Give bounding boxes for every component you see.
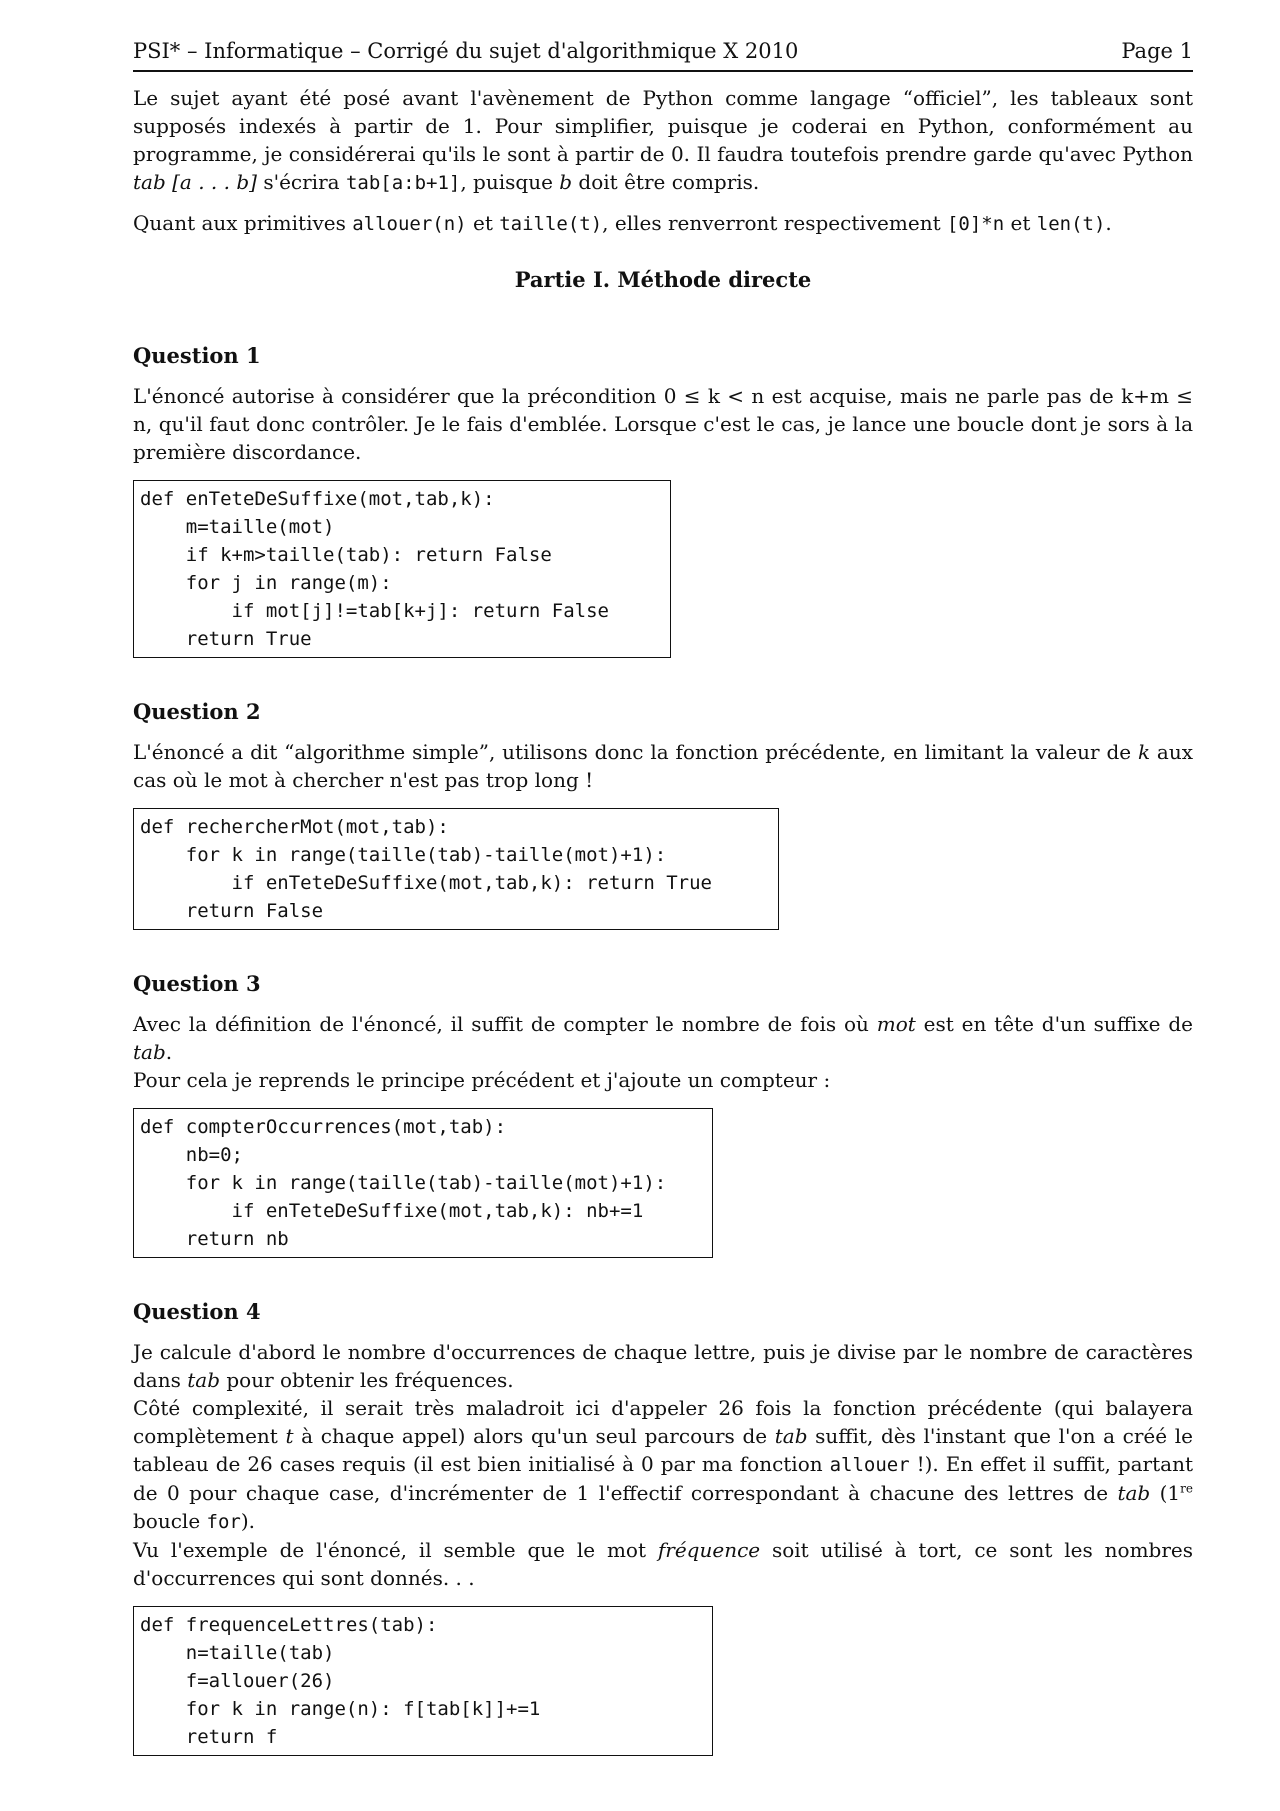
code-line: n=taille(tab) bbox=[140, 1642, 335, 1664]
code-line: for k in range(taille(tab)-taille(mot)+1): bbox=[140, 844, 667, 866]
code-line: return nb bbox=[140, 1228, 289, 1250]
question-3-text-2: Pour cela je reprends le principe précédent et j'ajoute un compteur : bbox=[133, 1068, 831, 1092]
intro-paragraph-1: Le sujet ayant été posé avant l'avènement de Python comme langage “officiel”, les tableaux sont supposés indexés à partir de 1. Pour simplifier, puisque je coderai en Python, conformément au programme, je considérerai qu'ils le sont à partir de 0. Il faudra toutefois prendre garde qu'avec Python tab [a . . . b] s'écrira tab[a:b+1], puisque b doit être compris. bbox=[133, 86, 1193, 194]
code-line: if enTeteDeSuffixe(mot,tab,k): return True bbox=[140, 872, 712, 894]
question-3-title: Question 3 bbox=[133, 971, 261, 996]
question-3-text: Avec la définition de l'énoncé, il suffit de compter le nombre de fois où mot est en tête d'un suffixe de tab. bbox=[133, 1012, 1193, 1064]
question-1-text: L'énoncé autorise à considérer que la précondition 0 ≤ k < n est acquise, mais ne parle pas de k+m ≤ n, qu'il faut donc contrôler. Je le fais d'emblée. Lorsque c'est le cas, je lance une boucle dont je sors à la première discordance. bbox=[133, 384, 1193, 464]
page-header bbox=[133, 36, 1193, 72]
code-line: if mot[j]!=tab[k+j]: return False bbox=[140, 600, 609, 622]
question-1-title: Question 1 bbox=[133, 343, 261, 368]
header-title: PSI* – Informatique – Corrigé du sujet d'algorithmique X 2010 bbox=[133, 39, 799, 63]
code-line: def compterOccurrences(mot,tab): bbox=[140, 1116, 507, 1138]
code-line: return True bbox=[140, 628, 312, 650]
question-2-title: Question 2 bbox=[133, 699, 261, 724]
code-line: for j in range(m): bbox=[140, 572, 392, 594]
code-line: return False bbox=[140, 900, 324, 922]
intro-paragraph-2: Quant aux primitives allouer(n) et taille(t), elles renverront respectivement [0]*n et len(t). bbox=[133, 211, 1112, 235]
code-block-compteroccurrences bbox=[133, 1108, 713, 1258]
code-block-recherchermot bbox=[133, 808, 779, 930]
code-line: f=allouer(26) bbox=[140, 1670, 335, 1692]
document-page bbox=[133, 36, 1193, 1756]
question-4-title: Question 4 bbox=[133, 1299, 261, 1324]
code-line: def frequenceLettres(tab): bbox=[140, 1614, 438, 1636]
page-number: Page 1 bbox=[1121, 39, 1193, 63]
code-line: if enTeteDeSuffixe(mot,tab,k): nb+=1 bbox=[140, 1200, 644, 1222]
part-title: Partie I. Méthode directe bbox=[514, 267, 812, 292]
question-4-text-3: Vu l'exemple de l'énoncé, il semble que le mot fréquence soit utilisé à tort, ce sont les nombres d'occurrences qui sont donnés. . . bbox=[133, 1538, 1193, 1590]
code-line: if k+m>taille(tab): return False bbox=[140, 544, 552, 566]
code-line: m=taille(mot) bbox=[140, 516, 335, 538]
code-line: nb=0; bbox=[140, 1144, 243, 1166]
code-line: return f bbox=[140, 1726, 278, 1748]
code-block-frequencelettres bbox=[133, 1606, 713, 1756]
code-line: for k in range(n): f[tab[k]]+=1 bbox=[140, 1698, 541, 1720]
code-line: def rechercherMot(mot,tab): bbox=[140, 816, 449, 838]
question-4-text-1: Je calcule d'abord le nombre d'occurrences de chaque lettre, puis je divise par le nombre de caractères dans tab pour obtenir les fréquences. bbox=[133, 1340, 1193, 1392]
code-line: def enTeteDeSuffixe(mot,tab,k): bbox=[140, 488, 495, 510]
question-2-text: L'énoncé a dit “algorithme simple”, utilisons donc la fonction précédente, en limitant la valeur de k aux cas où le mot à chercher n'est pas trop long ! bbox=[133, 740, 1193, 792]
code-block-entetedesuffixe bbox=[133, 480, 671, 658]
question-4-text-2: Côté complexité, il serait très maladroit ici d'appeler 26 fois la fonction précédente (qui balayera complètement t à chaque appel) alors qu'un seul parcours de tab suffit, dès l'instant que l'on a créé le tableau de 26 cases requis (il est bien initialisé à 0 par ma fonction allouer !). En effet il suffit, partant de 0 pour chaque case, d'incrémenter de 1 l'effectif correspondant à chacune des lettres de tab (1re boucle for). bbox=[133, 1396, 1194, 1533]
code-line: for k in range(taille(tab)-taille(mot)+1): bbox=[140, 1172, 667, 1194]
